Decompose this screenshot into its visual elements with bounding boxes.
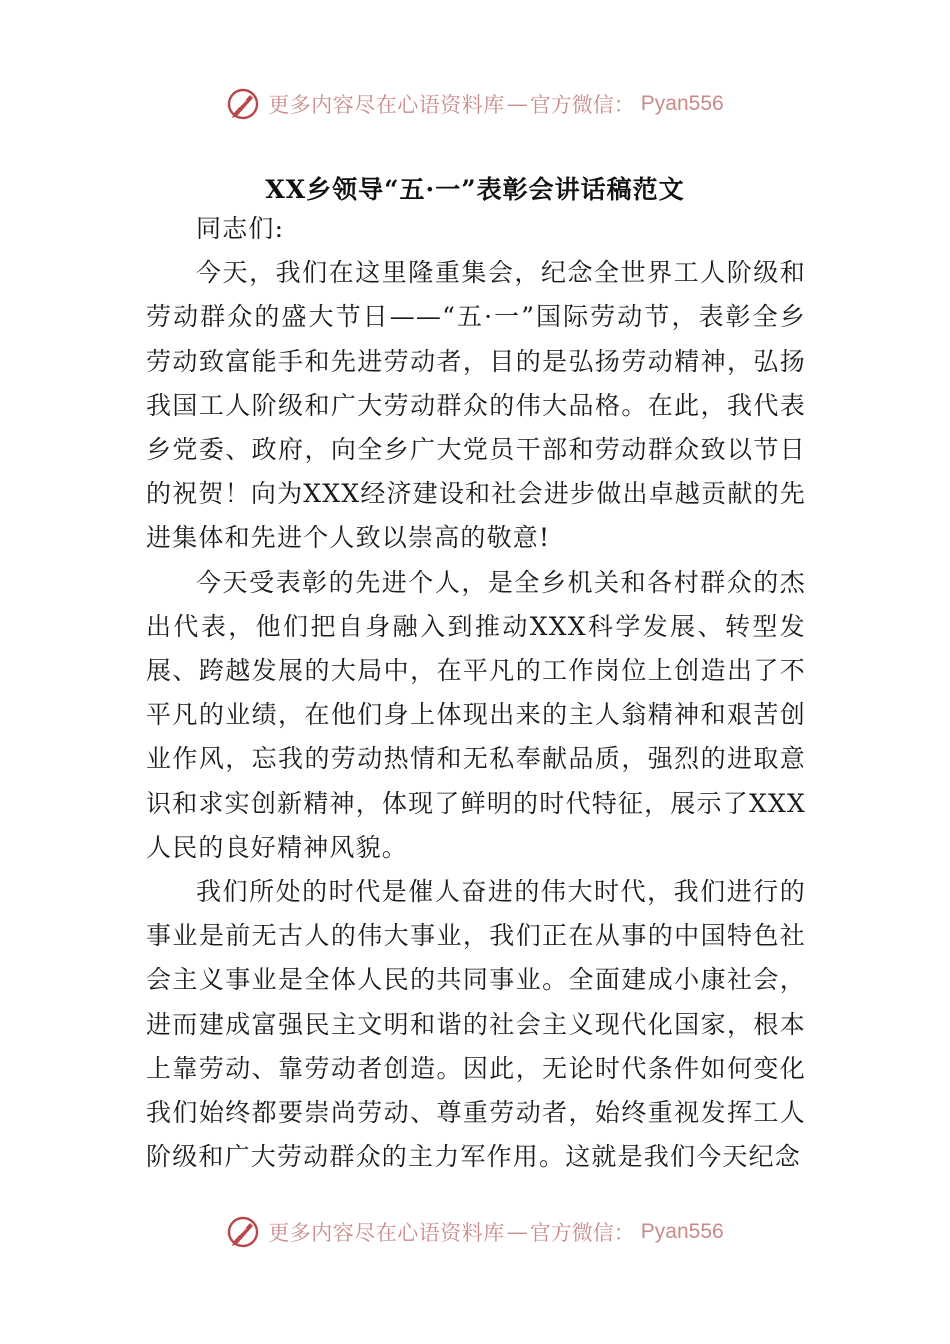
pen-logo-icon: [226, 87, 260, 121]
banner-separator: —: [506, 1220, 528, 1244]
document-body: [146, 207, 806, 1179]
banner-separator: —: [506, 92, 528, 116]
banner-wechat-id: Pyan556: [640, 1220, 724, 1243]
banner-wechat-label: 官方微信：: [529, 93, 635, 117]
banner-wechat-id: Pyan556: [640, 92, 724, 115]
banner-text: 更多内容尽在心语资料库: [268, 93, 505, 117]
paragraph: 今天受表彰的先进个人，是全乡机关和各村群众的杰出代表，他们把自身融入到推动XXX科学发展、转型发展、跨越发展的大局中，在平凡的工作岗位上创造出了不平凡的业绩，在他们身上体现出来的主人翁精神和艰苦创业作风，忘我的劳动热情和无私奉献品质，强烈的进取意识和求实创新精神，体现了鲜明的时代特征，展示了XXX人民的良好精神风貌。: [146, 567, 806, 862]
banner-wechat-label: 官方微信：: [529, 1221, 635, 1245]
footer-banner: [0, 1212, 950, 1252]
paragraph: 我们所处的时代是催人奋进的伟大时代，我们进行的事业是前无古人的伟大事业，我们正在从事的中国特色社会主义事业是全体人民的共同事业。全面建成小康社会，进而建成富强民主文明和谐的社会主义现代化国家，根本上靠劳动、靠劳动者创造。因此，无论时代条件如何变化我们始终都要崇尚劳动、尊重劳动者，始终重视发挥工人阶级和广大劳动群众的主力军作用。这就是我们今天纪念: [146, 877, 806, 1172]
banner-text: 更多内容尽在心语资料库: [268, 1221, 505, 1245]
document-title: XX乡领导“五·一”表彰会讲话稿范文: [265, 175, 685, 204]
salutation: 同志们:: [196, 214, 285, 243]
paragraph: 今天，我们在这里隆重集会，纪念全世界工人阶级和劳动群众的盛大节日——“五·一”国际劳动节，表彰全乡劳动致富能手和先进劳动者，目的是弘扬劳动精神，弘扬我国工人阶级和广大劳动群众的伟大品格。在此，我代表乡党委、政府，向全乡广大党员干部和劳动群众致以节日的祝贺！向为XXX经济建设和社会进步做出卓越贡献的先进集体和先进个人致以崇高的敬意!: [146, 258, 806, 553]
pen-logo-icon: [226, 1215, 260, 1249]
header-banner: [0, 84, 950, 124]
